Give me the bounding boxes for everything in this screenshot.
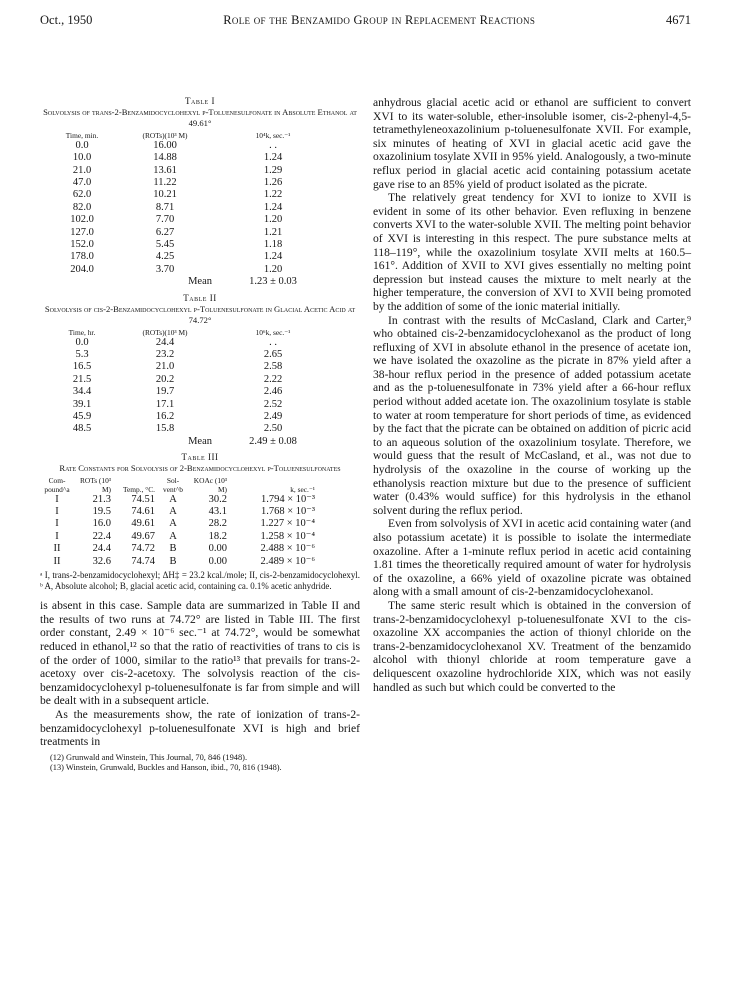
table-cell: 24.4 [155,336,175,348]
table-cell: 30.2 [208,493,227,505]
table-row [52,227,328,239]
table-row [52,399,328,411]
table-cell: 22.4 [92,530,111,542]
table-row [52,423,328,435]
table-cell: 11.22 [153,177,177,189]
table-row [52,202,328,214]
table-2-block [40,293,360,448]
table-2-header: 10⁶k, sec.⁻¹ [255,327,291,337]
table-cell: 45.9 [72,410,92,422]
table-cell: 32.6 [92,555,111,567]
issue-date: Oct., 1950 [40,13,93,27]
table-cell: 1.22 [263,189,283,201]
table-cell: I [55,518,59,530]
page-number: 4671 [666,13,691,27]
table-cell: 13.61 [153,164,177,176]
table-1-header: Time, min. [65,130,99,140]
mean-label: Mean [188,276,212,288]
table-cell: 43.1 [208,505,227,517]
table-mean-row [52,436,328,448]
table-row [41,494,315,506]
table-row [52,374,328,386]
paragraph: Even from solvolysis of XVI in acetic acid containing water (and also potassium acetate) it is possible to isolate the intermediate oxazoline. After a 1-minute reflux period in acetic acid containing 1.81 times the theoretically required amount of water for hydrolysis of the oxazoline, a 66% yield of oxazoline picrate was obtained along with a small amount of cis-2-benzamidocyclohexanol. [373,517,691,599]
table-cell: 0.0 [75,336,89,348]
table-1-label: Table I [185,96,215,106]
table-cell: 34.4 [72,386,92,398]
table-row [41,531,315,543]
table-cell: A [169,493,177,505]
table-cell: 2.22 [263,373,283,385]
table-row [52,386,328,398]
left-column [40,96,360,773]
running-head [40,13,691,31]
table-2-header: Time, hr. [68,327,96,337]
table-3-header: KOAc (10³ M) [193,475,227,494]
left-body-text [40,599,360,749]
table-3-header: Com-pound^a [44,475,70,494]
table-2-header: (ROTs)(10³ M) [142,327,188,337]
table-cell: B [169,543,177,555]
table-cell: A [169,518,177,530]
table-cell: 2.488 × 10⁻⁶ [260,543,315,555]
mean-value: 1.23 ± 0.03 [249,276,297,288]
table-cell: 74.72 [131,543,155,555]
table-2-caption: Solvolysis of cis-2-Benzamidocyclohexyl p-Toluenesulfonate in Glacial Acetic Acid at 74.72° [44,303,356,326]
table-3-label: Table III [181,452,219,463]
table-row [41,556,315,568]
table-row [52,349,328,361]
table-cell: I [55,505,59,517]
table-cell: 1.18 [263,239,283,251]
table-cell: 127.0 [70,226,94,238]
table-cell: 2.46 [263,386,283,398]
table-row [52,337,328,349]
table-cell: 8.71 [155,201,175,213]
table-cell: 21.0 [155,361,175,373]
table-cell: 2.49 [263,410,283,422]
references [40,753,360,774]
table-cell: 16.0 [92,518,111,530]
table-cell: 3.70 [155,263,175,275]
paragraph: anhydrous glacial acetic acid or ethanol are sufficient to convert XVI to its water-soluble, ether-insoluble isomer, cis-2-phenyl-4,5-tetramethyleneoxazolinium p-toluenesulfonate XVII. For example, six minutes of heating of XVI in glacial acetic acid gave the oxazolinium tosylate XVII in 95% yield. Analogously, a two-minute reflux period in glacial acetic acid containing potassium acetate gave rise to an 85% yield of product isolated as the picrate. [373,96,691,191]
table-cell: 74.74 [131,555,155,567]
table-cell: 20.2 [155,373,175,385]
table-cell: 39.1 [72,398,92,410]
table-cell: 7.70 [155,214,175,226]
table-cell: 18.2 [208,530,227,542]
mean-value: 2.49 ± 0.08 [249,435,297,447]
table-cell: 2.65 [263,348,283,360]
paragraph: The same steric result which is obtained in the conversion of trans-2-benzamidocyclohexyl p-toluenesulfonate XVI to the cis-oxazoline XX accompanies the action of thionyl chloride on the trans-2-benzamidocyclohexanol XV. Treatment of the benzamido alcohol with thionyl chloride at room temperature gave a deliquescent oxazoline hydrochloride XIX, which was not easily handled as such but which could be converted to the [373,598,691,694]
table-row [52,152,328,164]
table-cell: 10.21 [153,189,177,201]
table-cell: 1.768 × 10⁻³ [261,505,315,517]
table-cell: . . [269,139,277,151]
table-1-header: 10⁴k, sec.⁻¹ [255,130,291,140]
table-cell: 74.51 [131,493,155,505]
table-cell: 152.0 [70,239,94,251]
table-row [52,411,328,423]
table-row [52,239,328,251]
table-row [52,214,328,226]
table-3-header: Sol-vent^b [163,475,183,494]
paragraph: The relatively great tendency for XVI to ionize to XVII is evident in some of its other behavior. Even refluxing in benzene converts XVI to the water-soluble XVII. The melting point behavior of XVI is interesting in this respect. The pure substance melts at 118–119°, while the oxazolinium tosylate XVII melts at 160.5–161°. Addition of XVII to XVI gives essentially no melting point depression but instead causes the mixture to melt nearly at the higher temperature, the conversion of XVI to XVII being promoted by the addition of some of the ionic material initially. [373,191,691,313]
table-cell: II [53,555,61,567]
table-cell: 1.227 × 10⁻⁴ [260,518,315,530]
table-cell: II [53,543,61,555]
table-cell: 2.52 [263,398,283,410]
table-cell: A [169,530,177,542]
table-1-block [40,96,360,289]
table-cell: 1.29 [263,164,283,176]
paragraph: As the measurements show, the rate of ionization of trans-2-benzamidocyclohexyl p-toluenesulfonate XVI is high and brief treatments in [40,707,360,749]
table-cell: 21.0 [72,164,92,176]
table-cell: 1.20 [263,263,283,275]
table-cell: 17.1 [155,398,175,410]
table-cell: 16.00 [153,139,177,151]
table-cell: 24.4 [92,543,111,555]
table-cell: 0.00 [208,555,227,567]
table-row [52,361,328,373]
table-3 [41,476,315,568]
table-cell: 6.27 [155,226,175,238]
table-row [52,177,328,189]
table-cell: 204.0 [70,263,94,275]
table-cell: 1.21 [263,226,283,238]
table-cell: 21.5 [72,373,92,385]
table-cell: 62.0 [72,189,92,201]
table-row [41,543,315,555]
table-2-label: Table II [183,292,217,303]
table-1-caption: Solvolysis of trans-2-Benzamidocyclohexyl p-Toluenesulfonate in Absolute Ethanol at 49.61° [43,107,357,129]
table-cell: 82.0 [72,201,92,213]
table-cell: 16.2 [155,410,175,422]
table-cell: 15.8 [155,423,175,435]
table-cell: 14.88 [153,152,177,164]
table-mean-row [52,276,328,288]
table-row [52,140,328,152]
table-cell: 1.26 [263,177,283,189]
table-cell: 19.7 [155,386,175,398]
table-cell: B [169,555,177,567]
table-cell: 49.67 [131,530,155,542]
table-cell: 1.24 [263,201,283,213]
table-cell: 16.5 [72,361,92,373]
table-cell: 74.61 [131,505,155,517]
table-3-block [40,452,360,591]
table-cell: 48.5 [72,423,92,435]
table-3-header: Temp., °C. [123,484,155,494]
paragraph: is absent in this case. Sample data are summarized in Table II and the results of two runs at 74.72° are listed in Table III. The first order constant, 2.49 × 10⁻⁶ sec.⁻¹ at 74.72°, would be somewhat reduced in ethanol,¹² so that the ratio of reactivities of trans to cis is of the order of 1000, similar to the ratio¹³ that prevails for trans-2-acetoxy over cis-2-acetoxy. The solvolysis reaction of the cis-benzamidocyclohexyl p-toluenesulfonate is far from simple and will be dealt with in a subsequent article. [40,599,360,708]
table-3-caption: Rate Constants for Solvolysis of 2-Benzamidocyclohexyl p-Toluenesulfonates [59,463,341,474]
table-row [52,251,328,263]
table-cell: 1.24 [263,152,283,164]
right-body-text [373,96,691,694]
table-cell: 5.45 [155,239,175,251]
table-2 [52,328,328,449]
table-cell: 49.61 [131,518,155,530]
table-3-header: ROTs (10³ M) [79,475,111,494]
table-cell: 102.0 [70,214,94,226]
table-cell: 1.794 × 10⁻³ [261,493,315,505]
table-cell: 23.2 [155,348,175,360]
right-column [373,96,691,694]
table-cell: 10.0 [72,152,92,164]
table-cell: 2.58 [263,361,283,373]
table-cell: 0.0 [75,139,89,151]
mean-label: Mean [188,435,212,447]
table-1 [52,131,328,289]
table-cell: 28.2 [208,518,227,530]
table-cell: 5.3 [75,348,89,360]
table-cell: 1.20 [263,214,283,226]
table-cell: 2.50 [263,423,283,435]
reference-12: (12) Grunwald and Winstein, This Journal, 70, 846 (1948). [50,752,248,762]
table-cell: 178.0 [70,251,94,263]
table-cell: 21.3 [92,493,111,505]
table-cell: 1.258 × 10⁻⁴ [260,530,315,542]
table-cell: I [55,530,59,542]
table-row [52,189,328,201]
table-cell: I [55,493,59,505]
running-title: Role of the Benzamido Group in Replacement Reactions [223,13,536,27]
table-cell: 4.25 [155,251,175,263]
table-row [41,518,315,530]
paragraph: In contrast with the results of McCasland, Clark and Carter,⁹ who obtained cis-2-benzamidocyclohexanol as the product of long refluxing of XVI in absolute ethanol in the presence of acetate ion, we have isolated the oxazoline as the picrate in 87% yield after a 38-hour reflux period in the presence of added potassium acetate and as the p-toluenesulfonate in 73% yield after a 66-hour reflux period without added acetate ion. The oxazolinium tosylate is stable to water at room temperature for short periods of time, as evidenced by the fact that the picrate can be obtained on addition of picric acid to an aqueous solution of the oxazolinium tosylate. Therefore, we would guess that the result of McCasland, et al., was not due to hydrolysis of the oxazoline in the course of working up the ethanolysis reaction mixture but due to the presence of sufficient water (0.43% would suffice) for this hydrolysis in the ethanol solvent during the reflux period. [373,313,691,517]
table-row [52,264,328,276]
table-cell: 0.00 [208,543,227,555]
table-row [41,506,315,518]
table-cell: 1.24 [263,251,283,263]
table-1-header: (ROTs)(10³ M) [142,130,188,140]
table-cell: A [169,505,177,517]
table-3-header: k, sec.⁻¹ [290,484,315,494]
table-row [52,165,328,177]
table-cell: 47.0 [72,177,92,189]
table-cell: 19.5 [92,505,111,517]
table-3-footnote: ᵃ I, trans-2-benzamidocyclohexyl; ΔH‡ = 23.2 kcal./mole; II, cis-2-benzamidocyclohexyl. ᵇ A, Absolute alcohol; B, glacial acetic acid, containing ca. 0.1% acetic anhydride. [40,570,360,591]
table-cell: . . [269,336,277,348]
reference-13: (13) Winstein, Grunwald, Buckles and Hanson, ibid., 70, 816 (1948). [50,763,282,773]
table-cell: 2.489 × 10⁻⁶ [260,555,315,567]
